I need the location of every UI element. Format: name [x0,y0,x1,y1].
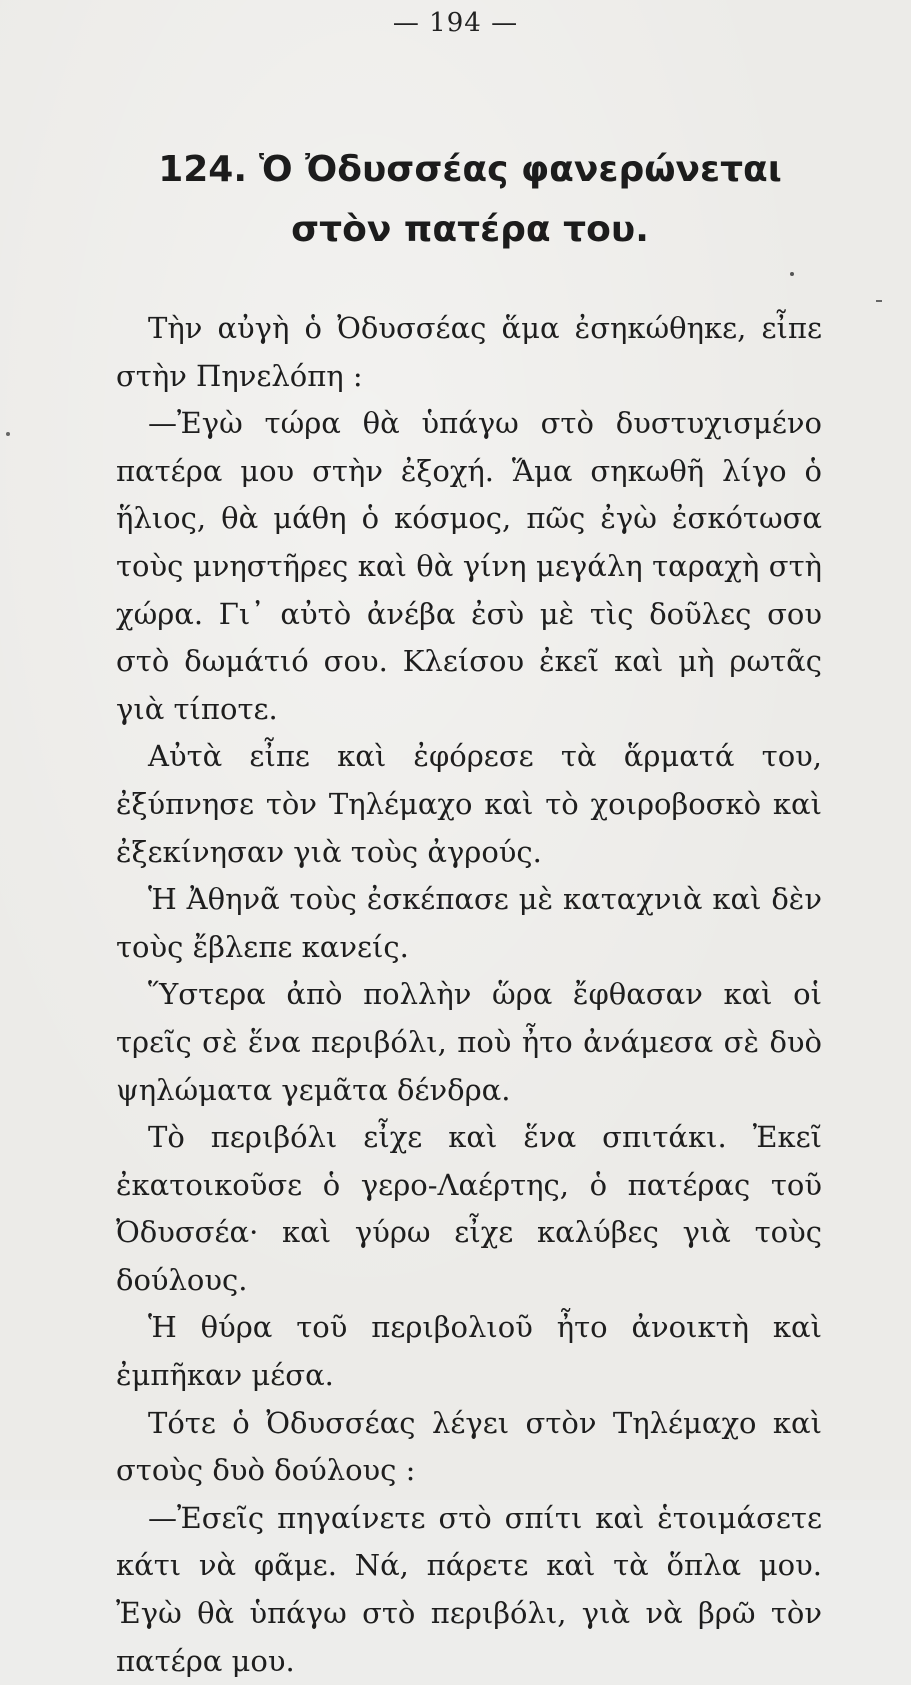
paragraph-4: Ἡ Ἀθηνᾶ τοὺς ἐσκέπασε μὲ καταχνιὰ καὶ δὲν τοὺς ἔβλεπε κανείς. [116,882,822,964]
paragraph-8: Τότε ὁ Ὀδυσσέας λέγει στὸν Τηλέμαχο καὶ στοὺς δυὸ δούλους : [116,1405,822,1488]
print-speck [876,300,882,302]
chapter-title [150,140,790,260]
paragraph-3: Αὐτὰ εἶπε καὶ ἐφόρεσε τὰ ἅρματά του, ἐξύπνησε τὸν Τηλέμαχο καὶ τὸ χοιροβοσκὸ καὶ ἐξεκίνησαν γιὰ τοὺς ἀγρούς. [116,739,822,869]
paragraph-2: —Ἐγὼ τώρα θὰ ὑπάγω στὸ δυστυχισμένο πατέρα μου στὴν ἐξοχή. Ἅμα σηκωθῆ λίγο ὁ ἥλιος, θὰ μάθη ὁ κόσμος, πῶς ἐγὼ ἐσκότωσα τοὺς μνηστῆρες καὶ θὰ γίνη μεγάλη ταραχὴ στὴ χώρα. Γι᾿ αὐτὸ ἀνέβα ἐσὺ μὲ τὶς δοῦλες σου στὸ δωμάτιό σου. Κλείσου ἐκεῖ καὶ μὴ ρωτᾶς γιὰ τίποτε. [116,406,822,726]
chapter-title-text-1: Ὁ Ὀδυσσέας φανερώνεται [259,149,782,190]
print-speck [790,272,794,276]
chapter-title-line-2: στὸν πατέρα του. [291,209,649,250]
paragraph-9: —Ἐσεῖς πηγαίνετε στὸ σπίτι καὶ ἑτοιμάσετε κάτι νὰ φᾶμε. Νά, πάρετε καὶ τὰ ὅπλα μου. Ἐγὼ θὰ ὑπάγω στὸ περιβόλι, γιὰ νὰ βρῶ τὸν πατέρα μου. [116,1500,822,1678]
chapter-title-line-1 [150,140,790,200]
paragraph-5: Ὕστερα ἀπὸ πολλὴν ὥρα ἔφθασαν καὶ οἱ τρεῖς σὲ ἕνα περιβόλι, ποὺ ἦτο ἀνάμεσα σὲ δυὸ ψηλώματα γεμᾶτα δένδρα. [116,977,822,1107]
chapter-number: 124. [158,149,248,190]
paragraph-1: Τὴν αὐγὴ ὁ Ὀδυσσέας ἅμα ἐσηκώθηκε, εἶπε στὴν Πηνελόπη : [116,311,822,393]
print-speck [6,432,10,436]
paragraph-7: Ἡ θύρα τοῦ περιβολιοῦ ἦτο ἀνοικτὴ καὶ ἐμπῆκαν μέσα. [116,1310,822,1393]
page-number: — 194 — [392,8,519,38]
paragraph-6: Τὸ περιβόλι εἶχε καὶ ἕνα σπιτάκι. Ἐκεῖ ἐκατοικοῦσε ὁ γερο-Λαέρτης, ὁ πατέρας τοῦ Ὀδυσσέα· καὶ γύρω εἶχε καλύβες γιὰ τοὺς δούλους. [116,1120,822,1297]
chapter-body [116,305,822,1685]
